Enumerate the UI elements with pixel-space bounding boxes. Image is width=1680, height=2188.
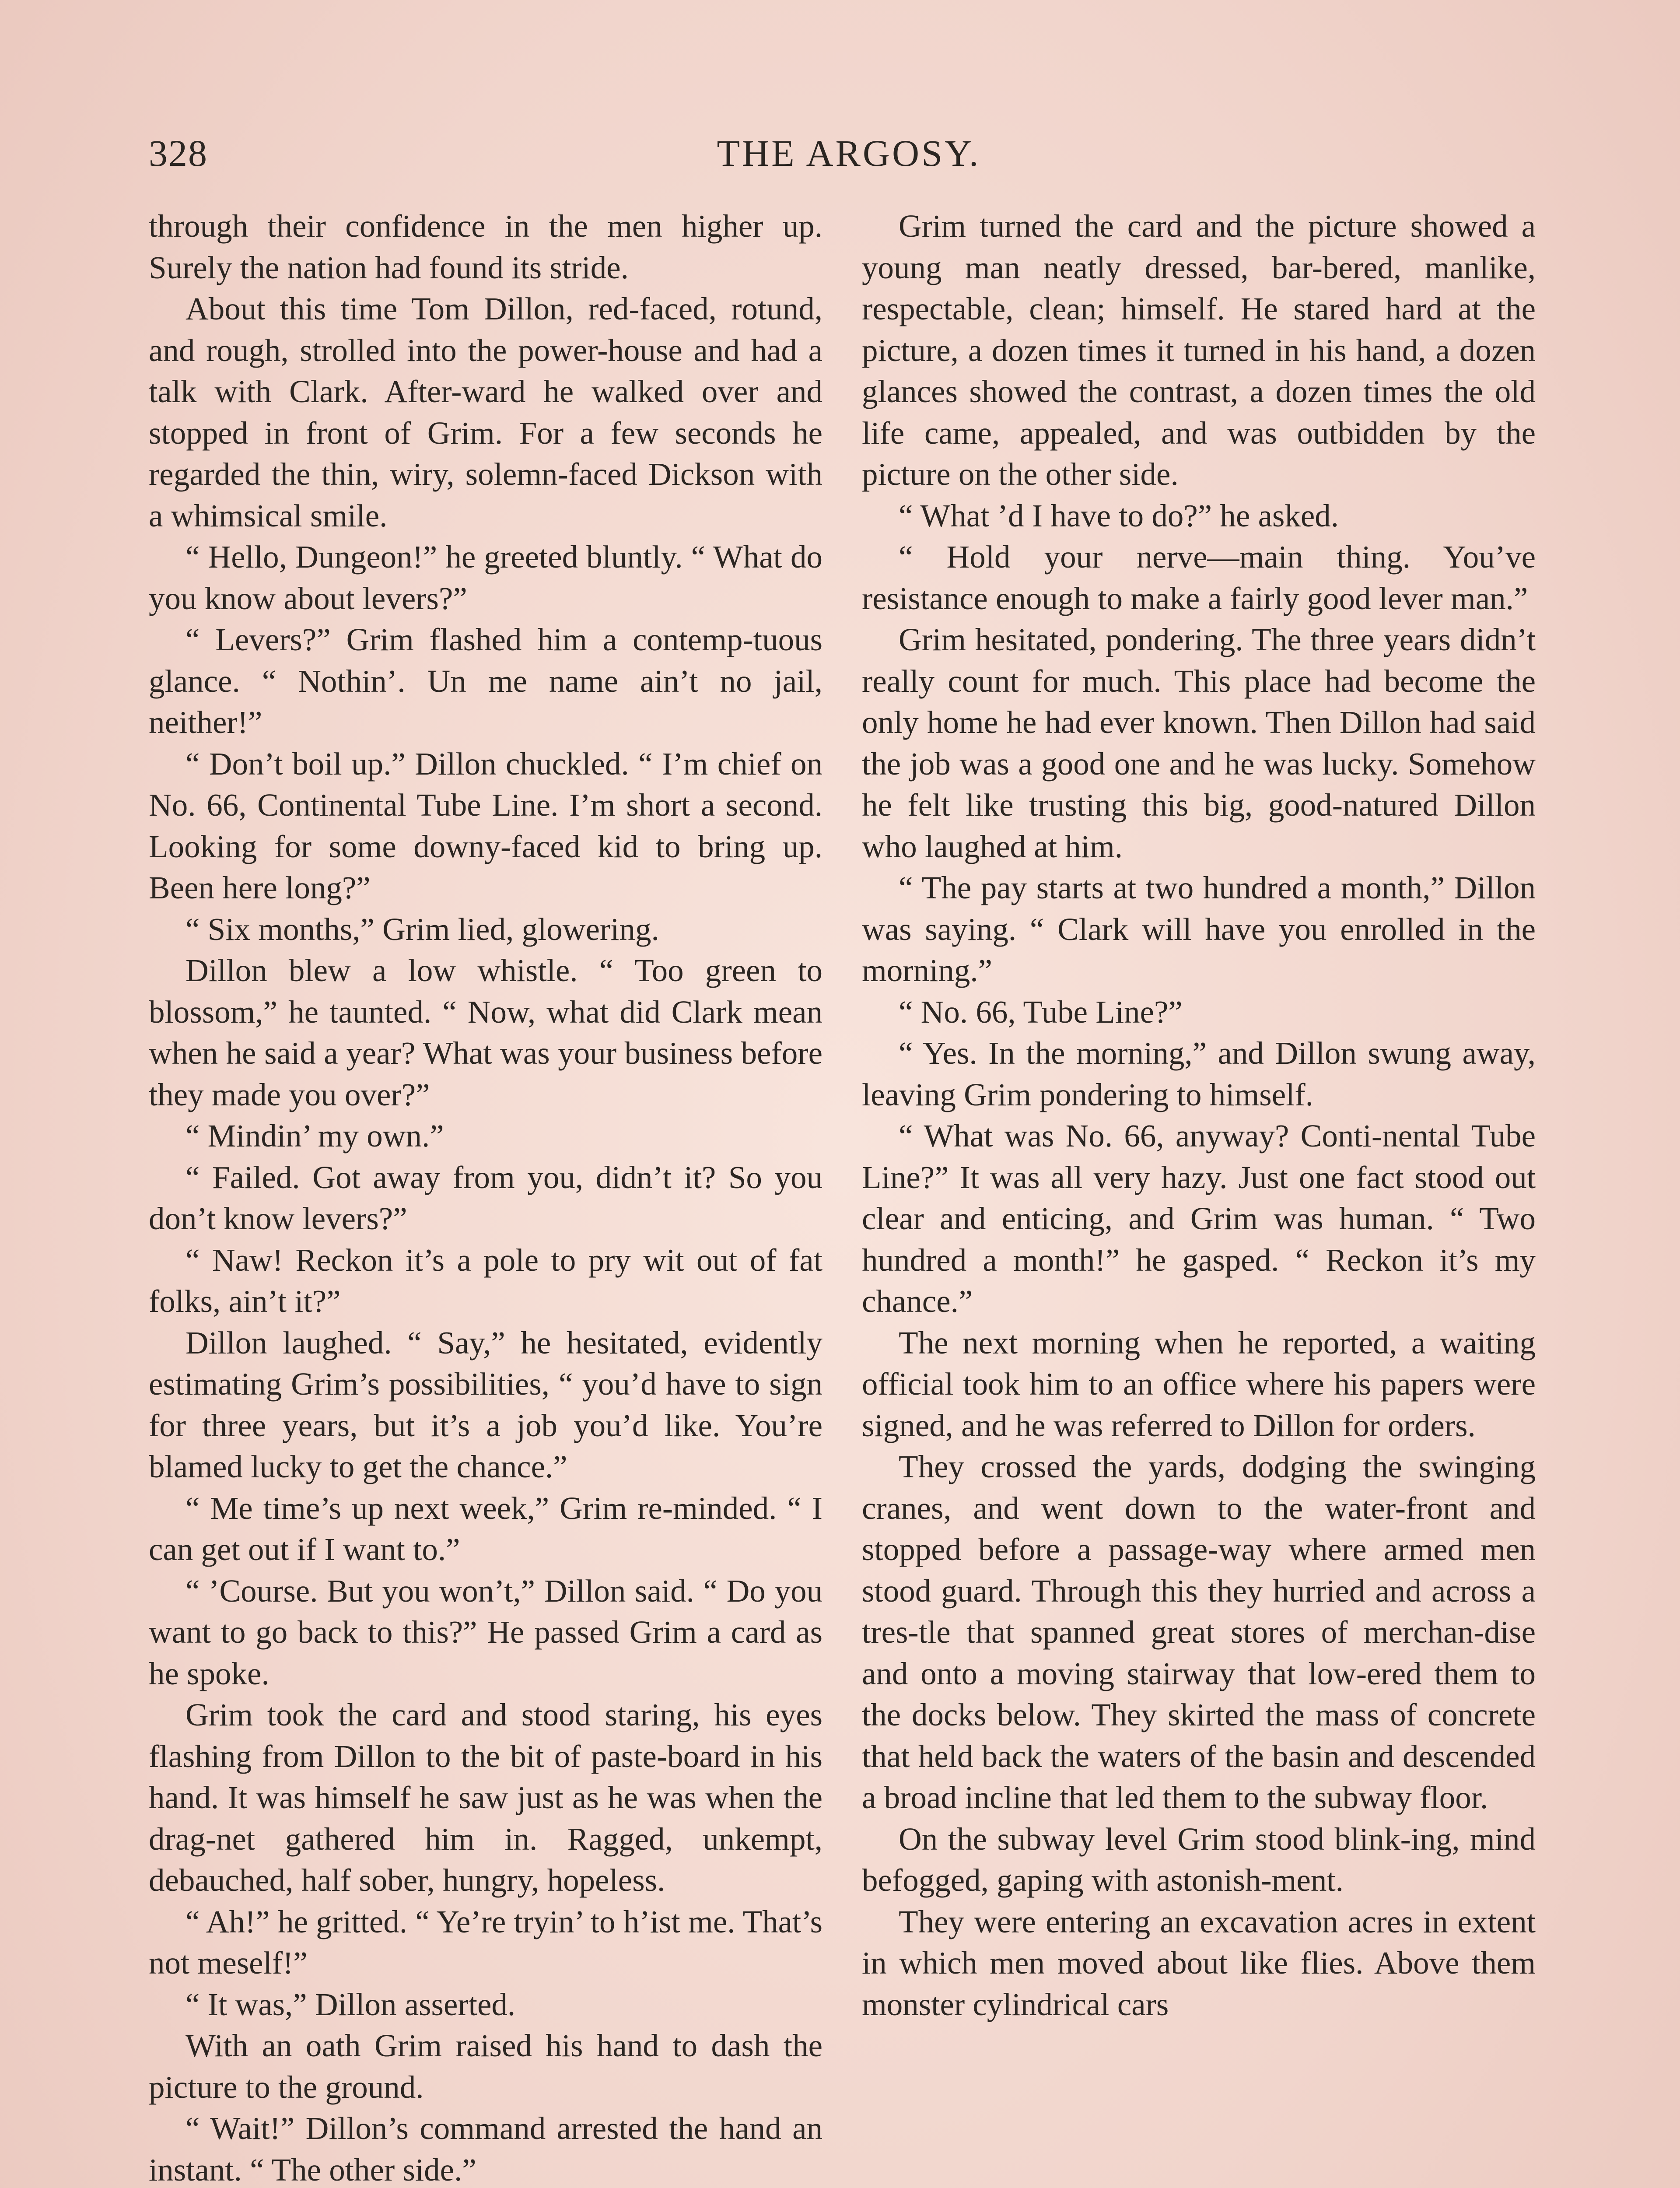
paragraph: About this time Tom Dillon, red-faced, rotund, and rough, strolled into the power-house and had a talk with Clark. After-ward he walked over and stopped in front of Grim. For a few seconds he regarded the thin, wiry, solemn-faced Dickson with a whimsical smile. xyxy=(149,291,822,533)
paragraph: “ No. 66, Tube Line?” xyxy=(899,994,1183,1030)
paragraph: “ Failed. Got away from you, didn’t it? So you don’t know levers?” xyxy=(149,1159,822,1236)
paragraph: “ It was,” Dillon asserted. xyxy=(186,1986,516,2022)
paragraph: They crossed the yards, dodging the swinging cranes, and went down to the water-front and stopped before a passage-way where armed men stood guard. Through this they hurried and across a tres-tle that spanned great stores of merchan-dise and onto a moving stairway that low-ered them to the docks below. They skirted the mass of concrete that held back the waters of the basin and descended a broad incline that led them to the subway floor. xyxy=(862,1449,1536,1815)
paragraph: “ What ’d I have to do?” he asked. xyxy=(899,498,1339,533)
paragraph: “ Don’t boil up.” Dillon chuckled. “ I’m chief on No. 66, Continental Tube Line. I’m short a second. Looking for some downy-faced kid to bring up. Been here long?” xyxy=(149,746,822,905)
paragraph: The next morning when he reported, a waiting official took him to an office where his papers were signed, and he was referred to Dillon for orders. xyxy=(862,1325,1536,1443)
paragraph: Dillon blew a low whistle. “ Too green to blossom,” he taunted. “ Now, what did Clark mean when he said a year? What was your business before they made you over?” xyxy=(149,953,822,1112)
paragraph: “ ’Course. But you won’t,” Dillon said. “ Do you want to go back to this?” He passed Grim a card as he spoke. xyxy=(149,1573,822,1691)
paragraph: “ What was No. 66, anyway? Conti-nental Tube Line?” It was all very hazy. Just one fact stood out clear and enticing, and Grim was human. “ Two hundred a month!” he gasped. “ Reckon it’s my chance.” xyxy=(862,1118,1536,1319)
paragraph: “ Hello, Dungeon!” he greeted bluntly. “ What do you know about levers?” xyxy=(149,539,822,616)
page-header xyxy=(149,127,1549,179)
left-column xyxy=(149,206,822,2188)
paragraph: through their confidence in the men higher up. Surely the nation had found its stride. xyxy=(149,208,822,285)
paragraph: “ Six months,” Grim lied, glowering. xyxy=(186,911,659,947)
paragraph: “ Hold your nerve—main thing. You’ve resistance enough to make a fairly good lever man.” xyxy=(862,539,1536,616)
paragraph: “ Me time’s up next week,” Grim re-minded. “ I can get out if I want to.” xyxy=(149,1490,822,1567)
paragraph: “ Yes. In the morning,” and Dillon swung away, leaving Grim pondering to himself. xyxy=(862,1035,1536,1112)
paragraph: “ Levers?” Grim flashed him a contemp-tuous glance. “ Nothin’. Un me name ain’t no jail, neither!” xyxy=(149,622,822,740)
paragraph: With an oath Grim raised his hand to dash the picture to the ground. xyxy=(149,2028,822,2105)
paragraph: On the subway level Grim stood blink-ing, mind befogged, gaping with astonish-ment. xyxy=(862,1821,1536,1898)
paragraph: “ The pay starts at two hundred a month,” Dillon was saying. “ Clark will have you enrolled in the morning.” xyxy=(862,870,1536,988)
paragraph: Dillon laughed. “ Say,” he hesitated, evidently estimating Grim’s possibilities, “ you’d have to sign for three years, but it’s a job you’d like. You’re blamed lucky to get the chance.” xyxy=(149,1325,822,1484)
running-title: THE ARGOSY. xyxy=(717,132,981,174)
paragraph: “ Ah!” he gritted. “ Ye’re tryin’ to h’ist me. That’s not meself!” xyxy=(149,1904,822,1981)
page-number: 328 xyxy=(149,132,208,174)
paragraph: “ Wait!” Dillon’s command arrested the hand an instant. “ The other side.” xyxy=(149,2111,822,2188)
paragraph: Grim hesitated, pondering. The three years didn’t really count for much. This place had become the only home he had ever known. Then Dillon had said the job was a good one and he was lucky. Somehow he felt like trusting this big, good-natured Dillon who laughed at him. xyxy=(862,622,1536,864)
paragraph: Grim took the card and stood staring, his eyes flashing from Dillon to the bit of paste-board in his hand. It was himself he saw just as he was when the drag-net gathered him in. Ragged, unkempt, debauched, half sober, hungry, hopeless. xyxy=(149,1697,822,1898)
right-column xyxy=(862,206,1536,2025)
paragraph: Grim turned the card and the picture showed a young man neatly dressed, bar-bered, manlike, respectable, clean; himself. He stared hard at the picture, a dozen times it turned in his hand, a dozen glances showed the contrast, a dozen times the old life came, appealed, and was outbidden by the picture on the other side. xyxy=(862,208,1536,492)
paragraph: “ Naw! Reckon it’s a pole to pry wit out of fat folks, ain’t it?” xyxy=(149,1242,822,1319)
paragraph: They were entering an excavation acres in extent in which men moved about like flies. Above them monster cylindrical cars xyxy=(862,1904,1536,2022)
paragraph: “ Mindin’ my own.” xyxy=(186,1118,444,1154)
